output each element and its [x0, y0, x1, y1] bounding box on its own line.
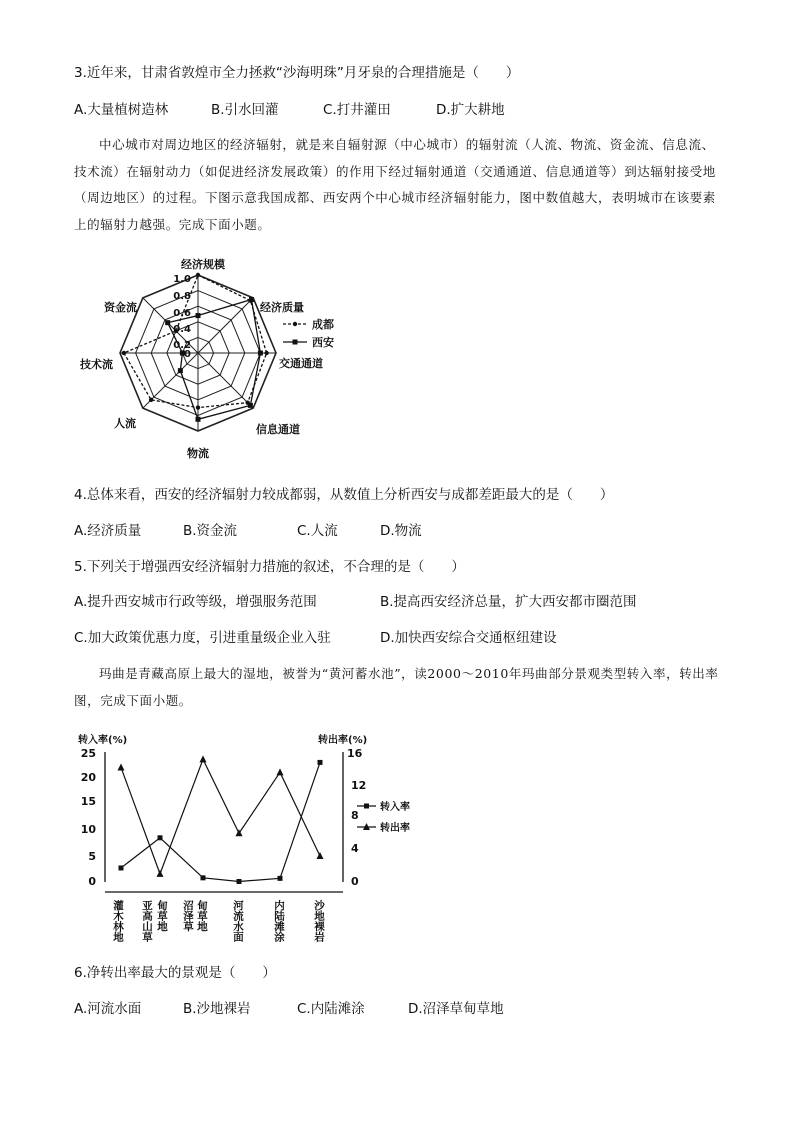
left-tick: 0	[88, 875, 96, 888]
line-转出率	[121, 759, 320, 874]
point-inflow	[237, 879, 242, 884]
right-tick: 16	[347, 747, 363, 760]
left-tick: 10	[80, 823, 96, 836]
axis-label-transport: 交通通道	[279, 357, 323, 370]
q6-stem: 6.净转出率最大的景观是（ ）	[74, 965, 276, 981]
q3-stem: 3.近年来，甘肃省敦煌市全力拯救“沙海明珠”月牙泉的合理措施是（ ）	[74, 65, 520, 81]
transfer-rate-chart	[74, 730, 426, 944]
legend-outflow: 转出率	[380, 823, 410, 834]
radar-point-chengdu	[264, 351, 268, 355]
axis-label-logistics: 物流	[187, 447, 209, 460]
right-tick: 4	[351, 842, 359, 855]
q6-option-a: A.河流水面	[74, 1001, 142, 1017]
tick-label: 0.8	[173, 291, 191, 302]
radar-ticks	[173, 274, 191, 360]
axis-label-econ-scale: 经济规模	[181, 258, 225, 271]
radar-point-xian	[196, 313, 201, 318]
category-label: 灌木林地	[112, 900, 124, 942]
left-tick: 25	[80, 747, 96, 760]
category-label: 内陆滩涂	[273, 900, 285, 942]
point-inflow	[201, 875, 206, 880]
point-outflow	[200, 755, 207, 762]
radar-point-chengdu	[196, 405, 200, 409]
radar-point-xian	[248, 403, 253, 408]
radar-point-chengdu	[149, 398, 153, 402]
category-label: 甸草地	[156, 900, 168, 932]
q3-option-d: D.扩大耕地	[436, 102, 505, 118]
point-outflow	[317, 852, 324, 859]
point-inflow	[119, 865, 124, 870]
radar-chart	[74, 252, 344, 464]
right-tick: 0	[351, 875, 359, 888]
passage-maqu: 玛曲是青藏高原上最大的湿地，被誉为“黄河蓄水池”，读2000～2010年玛曲部分景观类型转入率，转出率图，完成下面小题。	[74, 666, 719, 708]
point-inflow	[158, 835, 163, 840]
q5-option-a: A.提升西安城市行政等级，增强服务范围	[74, 594, 317, 610]
legend-chengdu: 成都	[312, 318, 334, 331]
left-axis-title: 转入率(%)	[78, 735, 128, 746]
tick-label: 0.4	[173, 324, 191, 335]
q3-option-a: A.大量植树造林	[74, 102, 169, 118]
tick-label: 0.6	[173, 308, 191, 319]
left-tick: 5	[88, 850, 96, 863]
legend-inflow: 转入率	[380, 802, 410, 813]
q5-option-b: B.提高西安经济总量，扩大西安都市圈范围	[380, 594, 637, 610]
axis-label-technology: 技术流	[80, 358, 113, 371]
q6-option-b: B.沙地裸岩	[183, 1001, 251, 1017]
radar-point-xian	[196, 417, 201, 422]
category-label: 沼泽草	[182, 900, 194, 932]
radar-point-xian	[249, 297, 254, 302]
legend-marker-xian	[293, 340, 298, 345]
tick-label: 0.2	[173, 340, 191, 351]
right-axis-title: 转出率(%)	[318, 735, 368, 746]
axis-label-people: 人流	[114, 417, 136, 430]
radar-point-xian	[258, 351, 263, 356]
line-legend	[357, 800, 410, 834]
line-转入率	[121, 762, 320, 881]
radar-point-xian	[165, 320, 170, 325]
q5-option-c: C.加大政策优惠力度，引进重量级企业入驻	[74, 630, 331, 646]
left-tick: 15	[80, 795, 96, 808]
radar-point-chengdu	[122, 351, 126, 355]
category-label: 河流水面	[232, 900, 244, 942]
axis-label-econ-quality: 经济质量	[260, 301, 304, 314]
q5-stem: 5.下列关于增强西安经济辐射力措施的叙述，不合理的是（ ）	[74, 559, 465, 575]
right-tick: 8	[351, 809, 359, 822]
tick-label: 0	[184, 349, 191, 360]
q3-option-b: B.引水回灌	[211, 102, 279, 118]
q4-option-a: A.经济质量	[74, 523, 142, 539]
point-inflow	[278, 876, 283, 881]
axis-label-information: 信息通道	[256, 423, 300, 436]
legend-marker-chengdu	[293, 322, 297, 326]
line-series	[118, 755, 324, 884]
category-label: 亚高山草	[141, 900, 153, 942]
left-tick: 20	[80, 771, 96, 784]
q4-stem: 4.总体来看，西安的经济辐射力较成都弱，从数值上分析西安与成都差距最大的是（ ）	[74, 487, 614, 503]
radar-point-xian	[178, 368, 183, 373]
q3-option-c: C.打井灌田	[323, 102, 391, 118]
q5-option-d: D.加快西安综合交通枢纽建设	[380, 630, 557, 646]
category-labels	[112, 899, 325, 943]
q6-option-c: C.内陆滩涂	[297, 1001, 365, 1017]
passage-radiation: 中心城市对周边地区的经济辐射，就是来自辐射源（中心城市）的辐射流（人流、物流、资金流、信息流、技术流）在辐射动力（如促进经济发展政策）的作用下经过辐射通道（交通通道、信息通道等）到达辐射接受地（周边地区）的过程。下图示意我国成都、西安两个中心城市经济辐射能力，图中数值越大，表明城市在该要素上的辐射力越强。完成下面小题。	[74, 137, 716, 232]
point-inflow	[318, 760, 323, 765]
q4-option-b: B.资金流	[183, 523, 238, 539]
point-outflow	[157, 870, 164, 877]
radar-legend	[283, 317, 335, 349]
axis-label-capital: 资金流	[104, 301, 137, 314]
category-label: 甸草地	[196, 900, 208, 932]
right-tick: 12	[351, 779, 367, 792]
q4-option-c: C.人流	[297, 523, 338, 539]
q4-option-d: D.物流	[380, 523, 422, 539]
legend-xian: 西安	[312, 336, 334, 349]
point-outflow	[277, 768, 284, 775]
radar-point-chengdu	[196, 273, 200, 277]
q6-option-d: D.沼泽草甸草地	[408, 1001, 504, 1017]
point-outflow	[118, 763, 125, 770]
legend-marker-inflow	[364, 804, 369, 809]
category-label: 沙地裸岩	[313, 900, 325, 942]
tick-label: 1.0	[173, 274, 191, 285]
